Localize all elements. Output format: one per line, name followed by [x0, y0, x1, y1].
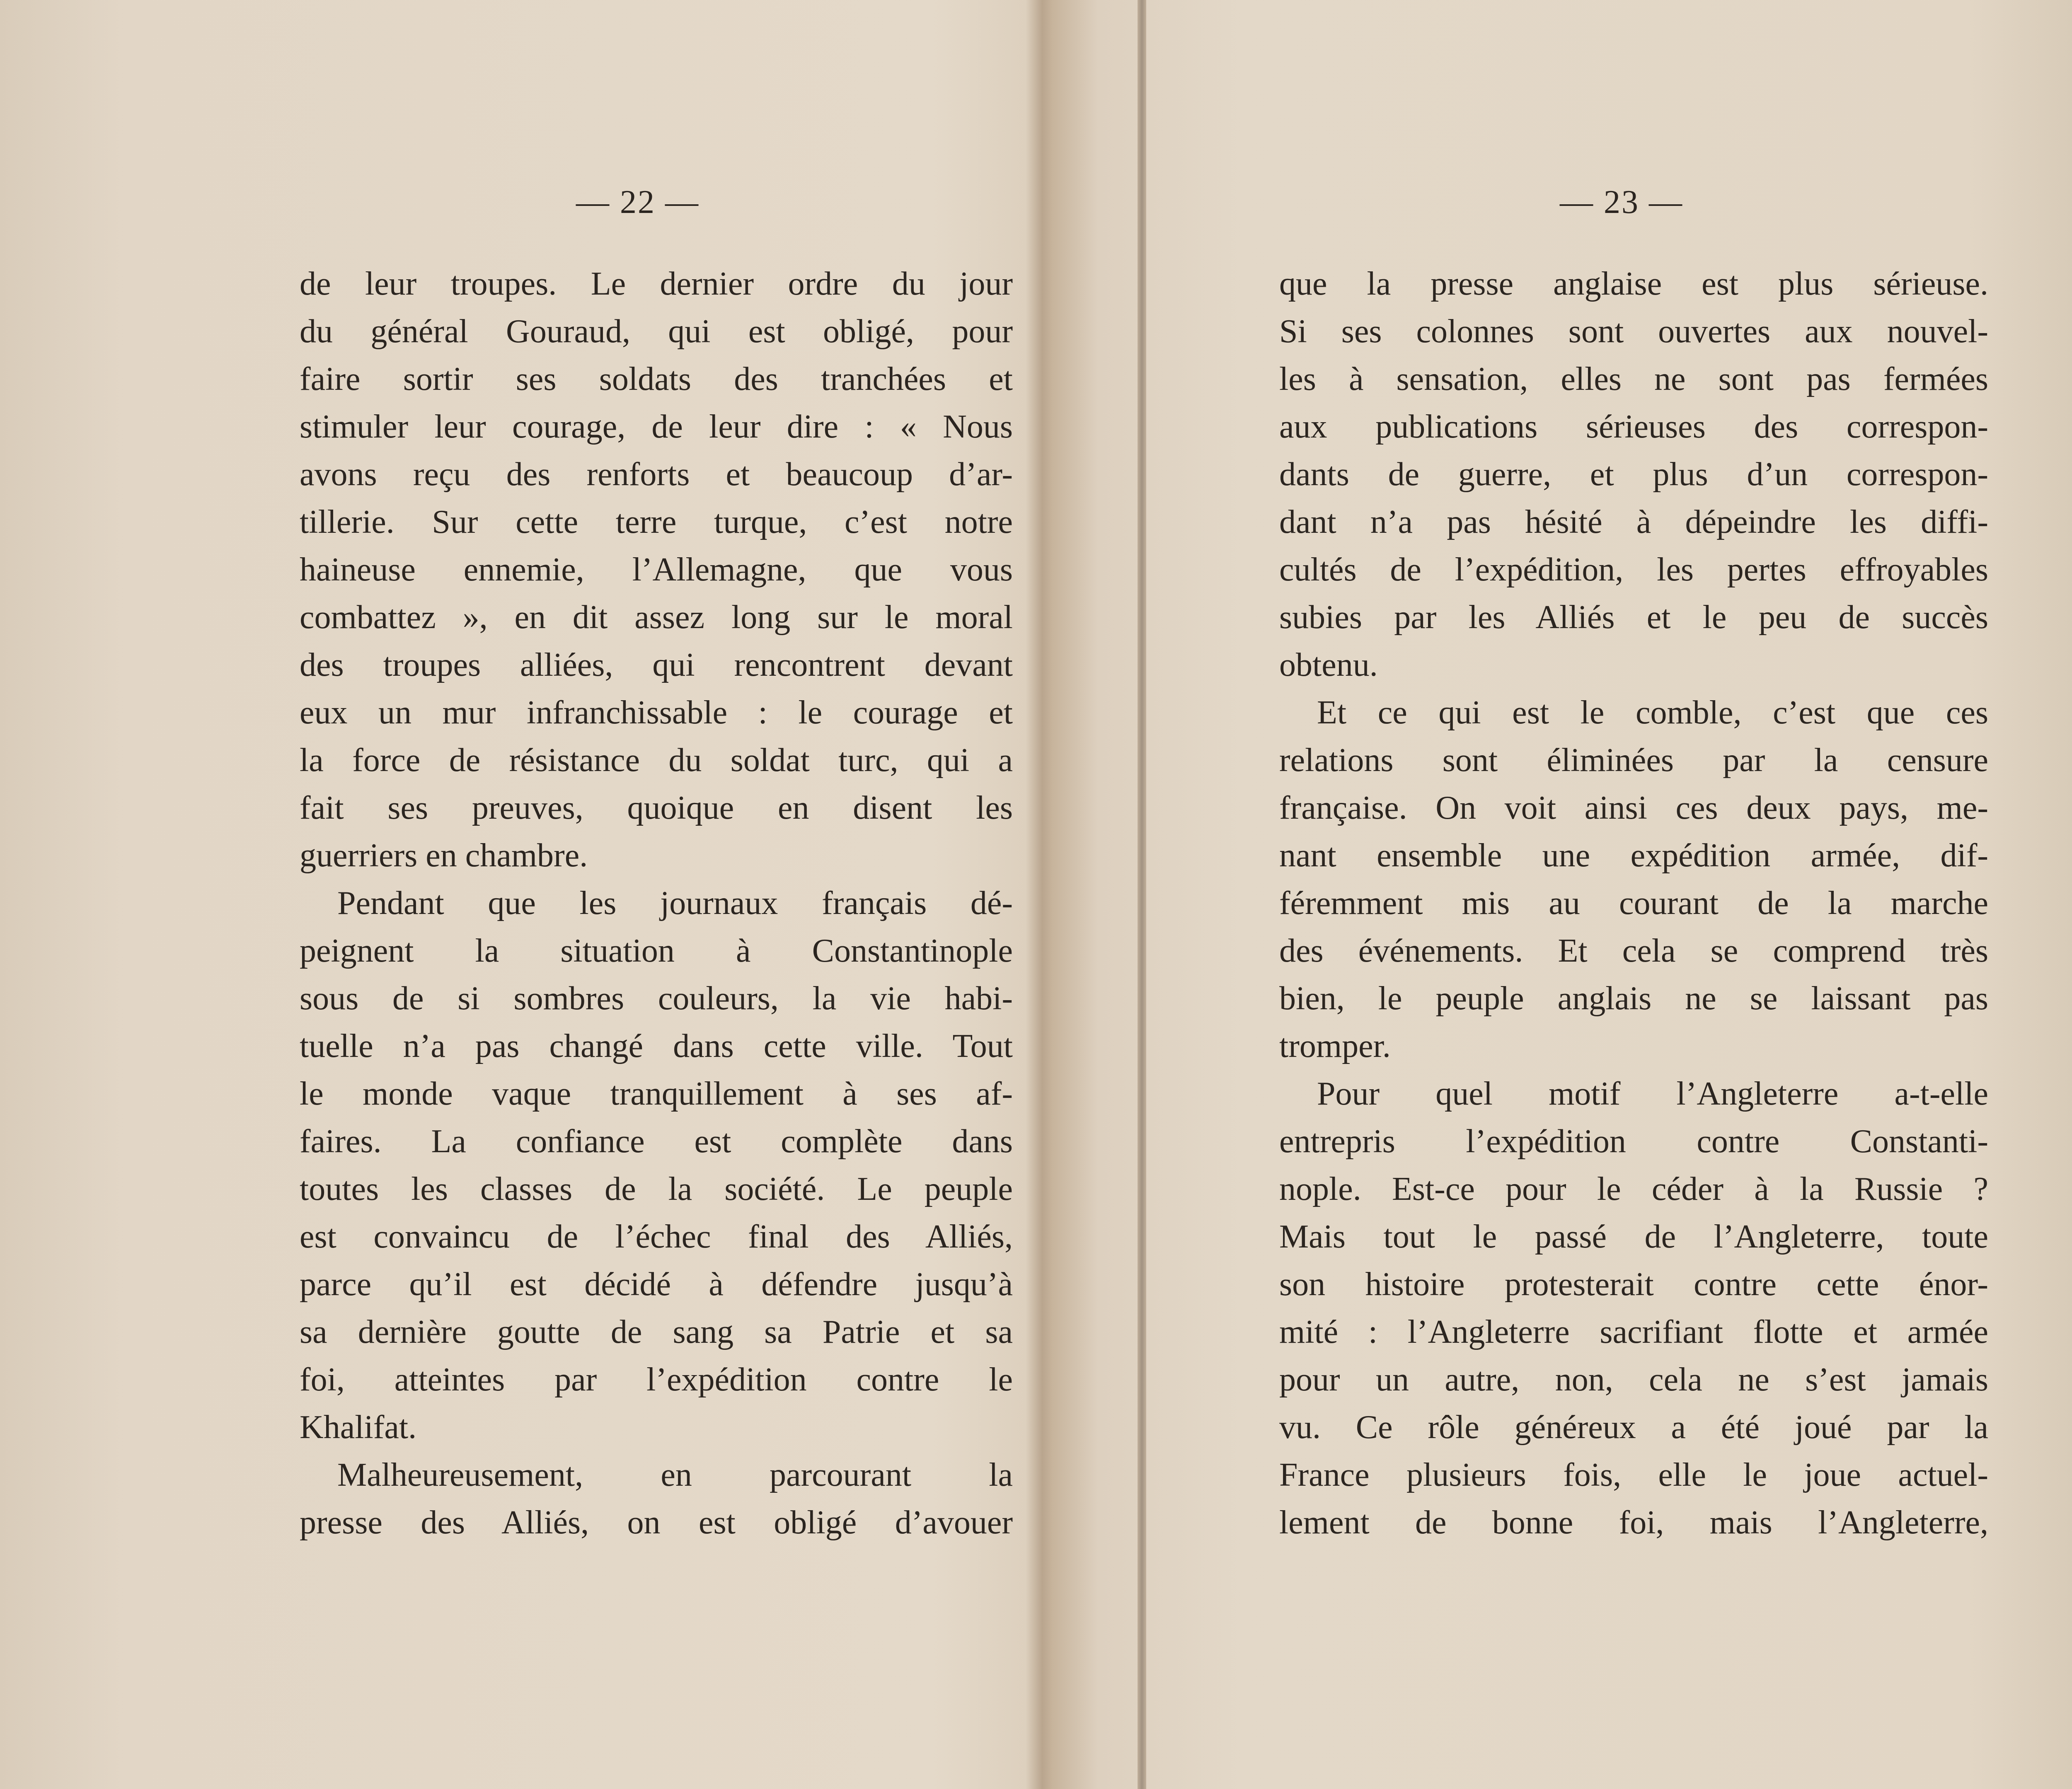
text-line: France plusieurs fois, elle le joue actuel- — [1279, 1457, 1988, 1493]
text-line: sa dernière goutte de sang sa Patrie et sa — [300, 1314, 1013, 1350]
text-line: féremment mis au courant de la marche — [1279, 885, 1988, 921]
text-line: haineuse ennemie, l’Allemagne, que vous — [300, 551, 1013, 588]
text-line: tuelle n’a pas changé dans cette ville. Tout — [300, 1028, 1013, 1064]
text-line: stimuler leur courage, de leur dire : « Nous — [300, 409, 1013, 445]
text-line: guerriers en chambre. — [300, 837, 588, 874]
text-line: subies par les Alliés et le peu de succès — [1279, 599, 1988, 636]
page-number-left: — 22 — — [576, 184, 700, 220]
text-line: foi, atteintes par l’expédition contre le — [300, 1361, 1013, 1398]
text-line: française. On voit ainsi ces deux pays, me- — [1279, 790, 1988, 826]
text-line: Si ses colonnes sont ouvertes aux nouvel- — [1279, 313, 1988, 350]
text-line: de leur troupes. Le dernier ordre du jour — [300, 266, 1013, 302]
text-line: des troupes alliées, qui rencontrent devant — [300, 647, 1013, 683]
text-line: presse des Alliés, on est obligé d’avouer — [300, 1504, 1013, 1541]
text-line: la force de résistance du soldat turc, qui a — [300, 742, 1013, 778]
text-line: entrepris l’expédition contre Constanti- — [1279, 1123, 1988, 1160]
text-line: Et ce qui est le comble, c’est que ces — [1317, 694, 1988, 731]
left-page-text — [300, 260, 1013, 1547]
book-spine — [1138, 0, 1146, 1789]
text-line: les à sensation, elles ne sont pas fermées — [1279, 361, 1988, 397]
text-line: est convaincu de l’échec final des Alliés, — [300, 1218, 1013, 1255]
page-number-right: — 23 — — [1560, 184, 1683, 220]
text-line: le monde vaque tranquillement à ses af- — [300, 1076, 1013, 1112]
text-line: tillerie. Sur cette terre turque, c’est notre — [300, 504, 1013, 540]
text-line: lement de bonne foi, mais l’Angleterre, — [1279, 1504, 1988, 1541]
text-line: Malheureusement, en parcourant la — [337, 1457, 1013, 1493]
text-line: obtenu. — [1279, 647, 1378, 683]
text-line: nople. Est-ce pour le céder à la Russie ? — [1279, 1171, 1988, 1207]
text-line: toutes les classes de la société. Le peuple — [300, 1171, 1013, 1207]
text-line: son histoire protesterait contre cette énor- — [1279, 1266, 1988, 1303]
text-line: faire sortir ses soldats des tranchées et — [300, 361, 1013, 397]
text-line: dant n’a pas hésité à dépeindre les diffi- — [1279, 504, 1988, 540]
text-line: du général Gouraud, qui est obligé, pour — [300, 313, 1013, 350]
text-line: combattez », en dit assez long sur le moral — [300, 599, 1013, 636]
text-line: eux un mur infranchissable : le courage et — [300, 694, 1013, 731]
text-line: avons reçu des renforts et beaucoup d’ar- — [300, 456, 1013, 493]
text-line: cultés de l’expédition, les pertes effroyables — [1279, 551, 1988, 588]
text-line: bien, le peuple anglais ne se laissant pas — [1279, 980, 1988, 1017]
text-line: que la presse anglaise est plus sérieuse. — [1279, 266, 1988, 302]
text-line: Mais tout le passé de l’Angleterre, toute — [1279, 1218, 1988, 1255]
text-line: parce qu’il est décidé à défendre jusqu’à — [300, 1266, 1013, 1303]
text-line: Pendant que les journaux français dé- — [337, 885, 1013, 921]
text-line: mité : l’Angleterre sacrifiant flotte et armée — [1279, 1314, 1988, 1350]
text-line: Khalifat. — [300, 1409, 417, 1446]
text-line: sous de si sombres couleurs, la vie habi- — [300, 980, 1013, 1017]
text-line: des événements. Et cela se comprend très — [1279, 933, 1988, 969]
text-line: peignent la situation à Constantinople — [300, 933, 1013, 969]
text-line: dants de guerre, et plus d’un correspon- — [1279, 456, 1988, 493]
text-line: aux publications sérieuses des correspon- — [1279, 409, 1988, 445]
right-page-text — [1279, 260, 1988, 1547]
text-line: relations sont éliminées par la censure — [1279, 742, 1988, 778]
text-line: faires. La confiance est complète dans — [300, 1123, 1013, 1160]
text-line: nant ensemble une expédition armée, dif- — [1279, 837, 1988, 874]
text-line: vu. Ce rôle généreux a été joué par la — [1279, 1409, 1988, 1446]
text-line: Pour quel motif l’Angleterre a-t-elle — [1317, 1076, 1988, 1112]
text-line: tromper. — [1279, 1028, 1391, 1064]
text-line: pour un autre, non, cela ne s’est jamais — [1279, 1361, 1988, 1398]
text-line: fait ses preuves, quoique en disent les — [300, 790, 1013, 826]
